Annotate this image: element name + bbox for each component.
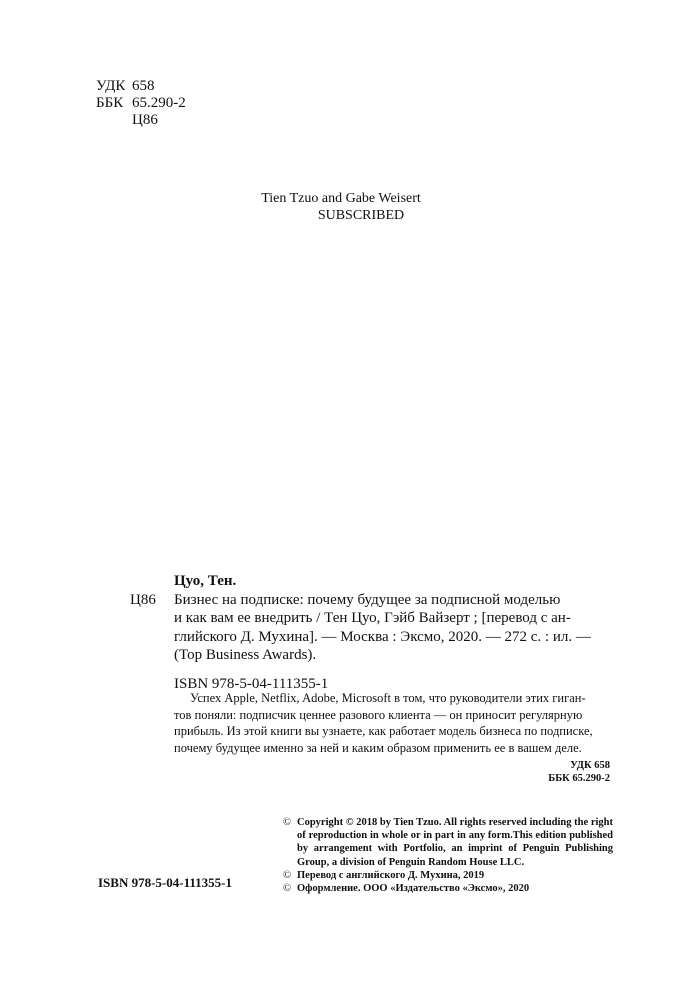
udk-label: УДК (96, 78, 126, 94)
udk-value: 658 (132, 78, 155, 94)
record-description-1: Бизнес на подписке: почему будущее за подписной моделью (174, 591, 561, 608)
record-code: Ц86 (130, 591, 156, 608)
author-mark: Ц86 (132, 112, 158, 128)
bbk-value: 65.290-2 (132, 95, 186, 111)
original-title-block (0, 190, 682, 224)
copyright-symbol: © (283, 869, 291, 881)
annotation (174, 690, 610, 785)
annotation-line-1: Успех Apple, Netflix, Adobe, Microsoft в том, что руководители этих гиган- (190, 691, 586, 705)
record-description-2: и как вам ее внедрить / Тен Цуо, Гэйб Вайзерт ; [перевод с ан- (174, 610, 571, 626)
annotation-bbk: ББК 65.290-2 (548, 773, 610, 784)
annotation-line-3: прибыль. Из этой книги вы узнаете, как работает модель бизнеса по подписке, (174, 724, 593, 738)
record-author: Цуо, Тен. (174, 573, 237, 589)
annotation-udk: УДК 658 (570, 760, 610, 771)
copyright-line-2: Перевод с английского Д. Мухина, 2019 (297, 869, 485, 881)
copyright-line-1: Copyright © 2018 by Tien Tzuo. All rights reserved including the right of reproduction in whole or in part in any form.This edition published by arrangement with Portfolio, an imprint of Penguin Publishing Group, a division of Penguin Random House LLC. (297, 817, 613, 868)
isbn-bottom: ISBN 978-5-04-111355-1 (98, 875, 232, 890)
copyright-symbol: © (283, 817, 291, 828)
bibliographic-record (130, 572, 610, 693)
copyright-symbol: © (283, 883, 291, 895)
original-title: SUBSCRIBED (317, 208, 405, 223)
copyright-line-3: Оформление. ООО «Издательство «Эксмо», 2020 (297, 883, 530, 895)
record-description-4: (Top Business Awards). (174, 647, 317, 663)
copyright-block (283, 816, 613, 895)
annotation-line-2: тов поняли: подписчик ценнее разового клиента — он приносит регулярную (174, 707, 583, 722)
classification-block (96, 78, 186, 129)
record-description-3: глийского Д. Мухина]. — Москва : Эксмо, 2020. — 272 с. : ил. — (174, 628, 591, 645)
original-authors: Tien Tzuo and Gabe Weisert (261, 191, 421, 206)
annotation-line-4: почему будущее именно за ней и каким образом применить ее в вашем деле. (174, 740, 582, 755)
record-isbn: ISBN 978-5-04-111355-1 (174, 675, 329, 692)
bbk-label: ББК (96, 95, 124, 111)
